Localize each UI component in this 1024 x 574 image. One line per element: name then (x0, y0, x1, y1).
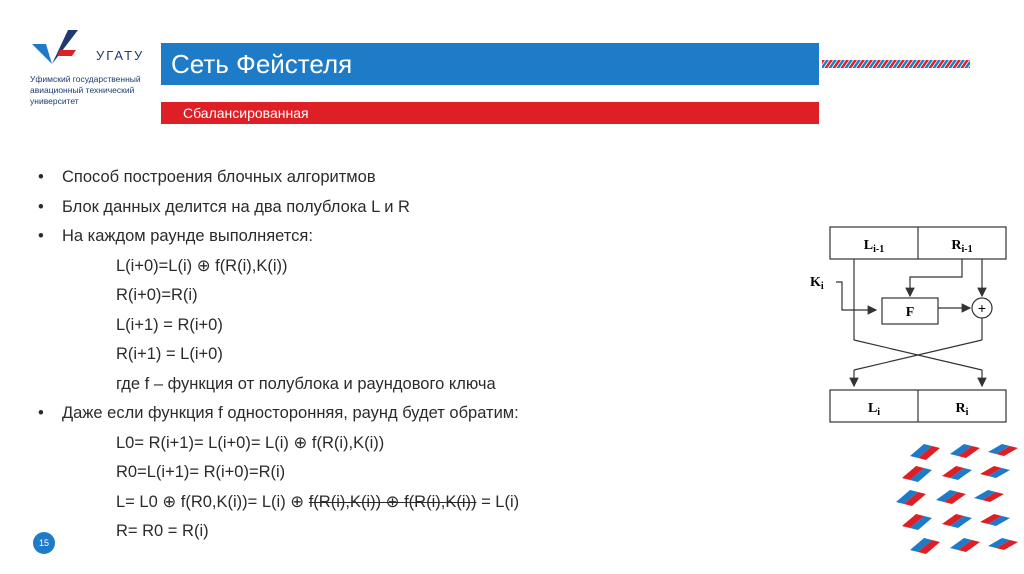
xor-symbol: + (977, 300, 987, 316)
bullet-item: • Блок данных делится на два полублока L и R (38, 197, 410, 216)
formula-line (38, 488, 519, 518)
right-half-label: $R_{i-1}$ (951, 238, 973, 255)
output-left-label: $L_i$ (867, 401, 881, 418)
logo-abbreviation: УГАТУ (96, 48, 145, 63)
formula-line: R(i+1) = L(i+0) (116, 345, 223, 363)
formula-part: = L(i) (476, 492, 520, 511)
slide-title: Сеть Фейстеля (171, 49, 353, 79)
bullet-item: • Способ построения блочных алгоритмов (38, 168, 376, 186)
decorative-stripe (822, 60, 970, 68)
title-bar (161, 43, 819, 85)
university-name-line: университет (30, 96, 79, 106)
page-number-badge: 15 (33, 532, 55, 554)
key-arrow (836, 282, 876, 310)
cancelled-term: f(R(i),K(i)) ⊕ f(R(i),K(i)) (308, 492, 477, 511)
formula-line: R= R0 = R(i) (116, 522, 209, 540)
bullet-item: • Даже если функция f односторонняя, раунд будет обратим: (38, 404, 519, 422)
formula-line: L0= R(i+1)= L(i+0)= L(i) ⊕ f(R(i),K(i)) (116, 433, 385, 452)
formula-line: L(i+1) = R(i+0) (116, 315, 223, 334)
subtitle-bar (161, 102, 819, 124)
ugatu-emblem-icon (24, 26, 94, 71)
formula-line: R0=L(i+1)= R(i+0)=R(i) (116, 463, 286, 481)
university-name-line: Уфимский государственный (30, 74, 141, 84)
slide-body (38, 163, 519, 547)
formula-part: L= L0 ⊕ f(R0,K(i))= L(i) ⊕ (116, 492, 309, 511)
formula-line: L(i+0)=L(i) ⊕ f(R(i),K(i)) (116, 256, 288, 275)
output-right-label: $R_i$ (955, 401, 969, 418)
university-name-line: авиационный технический (30, 85, 135, 95)
formula-line: R(i+0)=R(i) (116, 286, 198, 304)
slide-subtitle: Сбалансированная (183, 105, 309, 121)
feistel-round-diagram (810, 222, 1010, 432)
decorative-flags (890, 444, 1024, 574)
university-name (30, 74, 180, 107)
round-key-label: $K_i$ (810, 275, 824, 292)
bullet-text: Даже если функция f односторонняя, раунд будет обратим: (62, 404, 519, 422)
university-logo (24, 26, 164, 136)
formula-note: где f – функция от полублока и раундового ключа (116, 374, 496, 393)
right-to-function-arrow (910, 259, 962, 296)
bullet-text: Способ построения блочных алгоритмов (62, 168, 376, 186)
bullet-text: Блок данных делится на два полублока L и R (62, 197, 410, 216)
round-function-label: F (905, 305, 915, 320)
bullet-text: На каждом раунде выполняется: (62, 227, 313, 245)
left-half-label: $L_{i-1}$ (863, 238, 885, 255)
bullet-item: • На каждом раунде выполняется: (38, 227, 313, 245)
